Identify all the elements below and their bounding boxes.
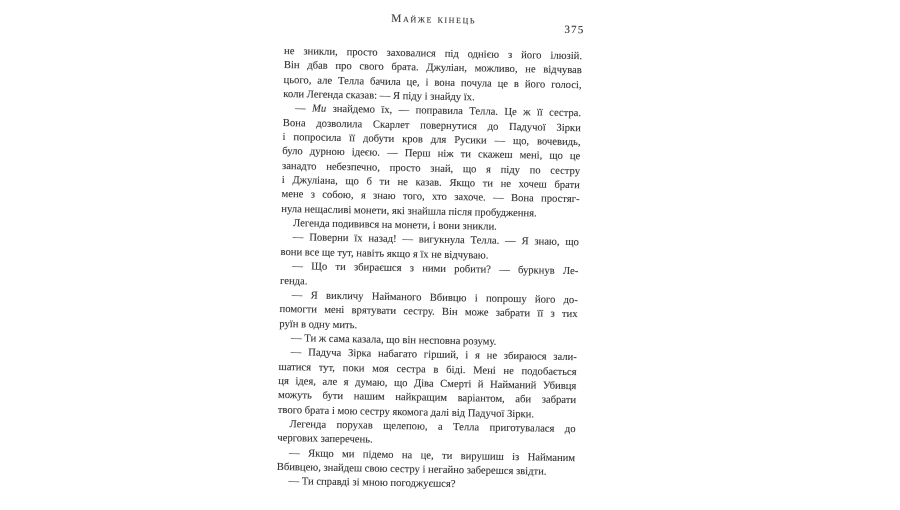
text-segment: мене з собою, я знаю того, хто захоче. — Вона простяг- (281, 189, 580, 206)
text-segment: можуть бути нашим найкращим варіантом, аби забрати (277, 390, 577, 407)
text-segment: Легенда подивився на монети, і вони зникли. (292, 218, 497, 233)
text-segment: Вона дозволила Скарлет повернутися до Падучої Зірки (282, 117, 581, 134)
text-segment: і Джуліана, що б ти не казав. Якщо ти не хочеш брати (281, 175, 580, 192)
text-segment: генда. (279, 275, 308, 287)
page-number: 375 (564, 23, 585, 37)
text-segment: — Падуча Зірка набагато гірший, і я не збираюся зали- (290, 347, 577, 364)
text-segment: твого брата і мою сестру якомога далі від Падучої Зірки. (277, 404, 535, 421)
text-segment: Він дбав про свого брата. Джуліан, можливо, не відчував (283, 60, 582, 77)
running-header (284, 11, 585, 42)
text-segment: руїн в одну мить. (279, 318, 358, 331)
text-segment: — Що ти збираєшся з ними робити? — буркнув Ле- (292, 261, 579, 278)
italic-text: Ми (311, 103, 327, 116)
text-segment: і попросила її добути кров для Русики — що, вочевидь, (282, 132, 581, 149)
text-segment: ця ідея, але я думаю, що Діва Смерті й Найманий Убивця (278, 375, 577, 393)
text-segment: чергових заперечень. (277, 433, 373, 446)
text-segment: Легенда порухав щелепою, а Телла приготувалася до (289, 419, 576, 436)
text-segment: помогти мені врятувати сестру. Він може забрати її з тих (279, 304, 578, 321)
text-segment: шатися тут, поки моя сестра в біді. Мені не подобається (278, 361, 577, 378)
text-segment: — Якщо ми підемо на це, ти вирушиш із Найманим (288, 447, 576, 464)
text-segment: було дурною ідеєю. — Перш ніж ти скажеш мені, що це (282, 146, 581, 163)
text-segment: вони все ще тут, навіть якщо я їх не відчуваю. (280, 246, 489, 262)
text-segment: коли Легенда сказав: — Я піду і знайду їх. (283, 89, 475, 104)
text-segment: занадто небезпечно, просто знай, що я піду по сестру (282, 160, 581, 177)
text-segment: — Поверни їх назад! — вигукнула Телла. — Я знаю, що (292, 232, 579, 249)
text-segment: нула нещасливі монети, які знайшла після пробудження. (281, 203, 537, 220)
text-segment: — Я викличу Найманого Вбивцю і попрошу його до- (291, 290, 578, 306)
book-page-scan (276, 0, 583, 510)
text-segment: знайдемо їх, — поправила Телла. Це ж її сестра. (326, 104, 582, 120)
text-segment: — Ти справді зі мною погоджуєшся? (288, 476, 456, 491)
text-segment: не зникли, просто заховалися під однією з його ілюзій. (284, 45, 583, 63)
body-text (276, 45, 582, 495)
chapter-title: Майже кінець (391, 12, 477, 27)
text-segment: — (295, 103, 313, 115)
text-segment: — Ти ж сама казала, що він несповна розуму. (290, 333, 497, 348)
text-segment: Вбивцею, знайдеш свою сестру і негайно заберешся звідти. (276, 461, 547, 478)
text-segment: цього, але Телла бачила це, і вона почула це в його голосі, (283, 74, 582, 91)
